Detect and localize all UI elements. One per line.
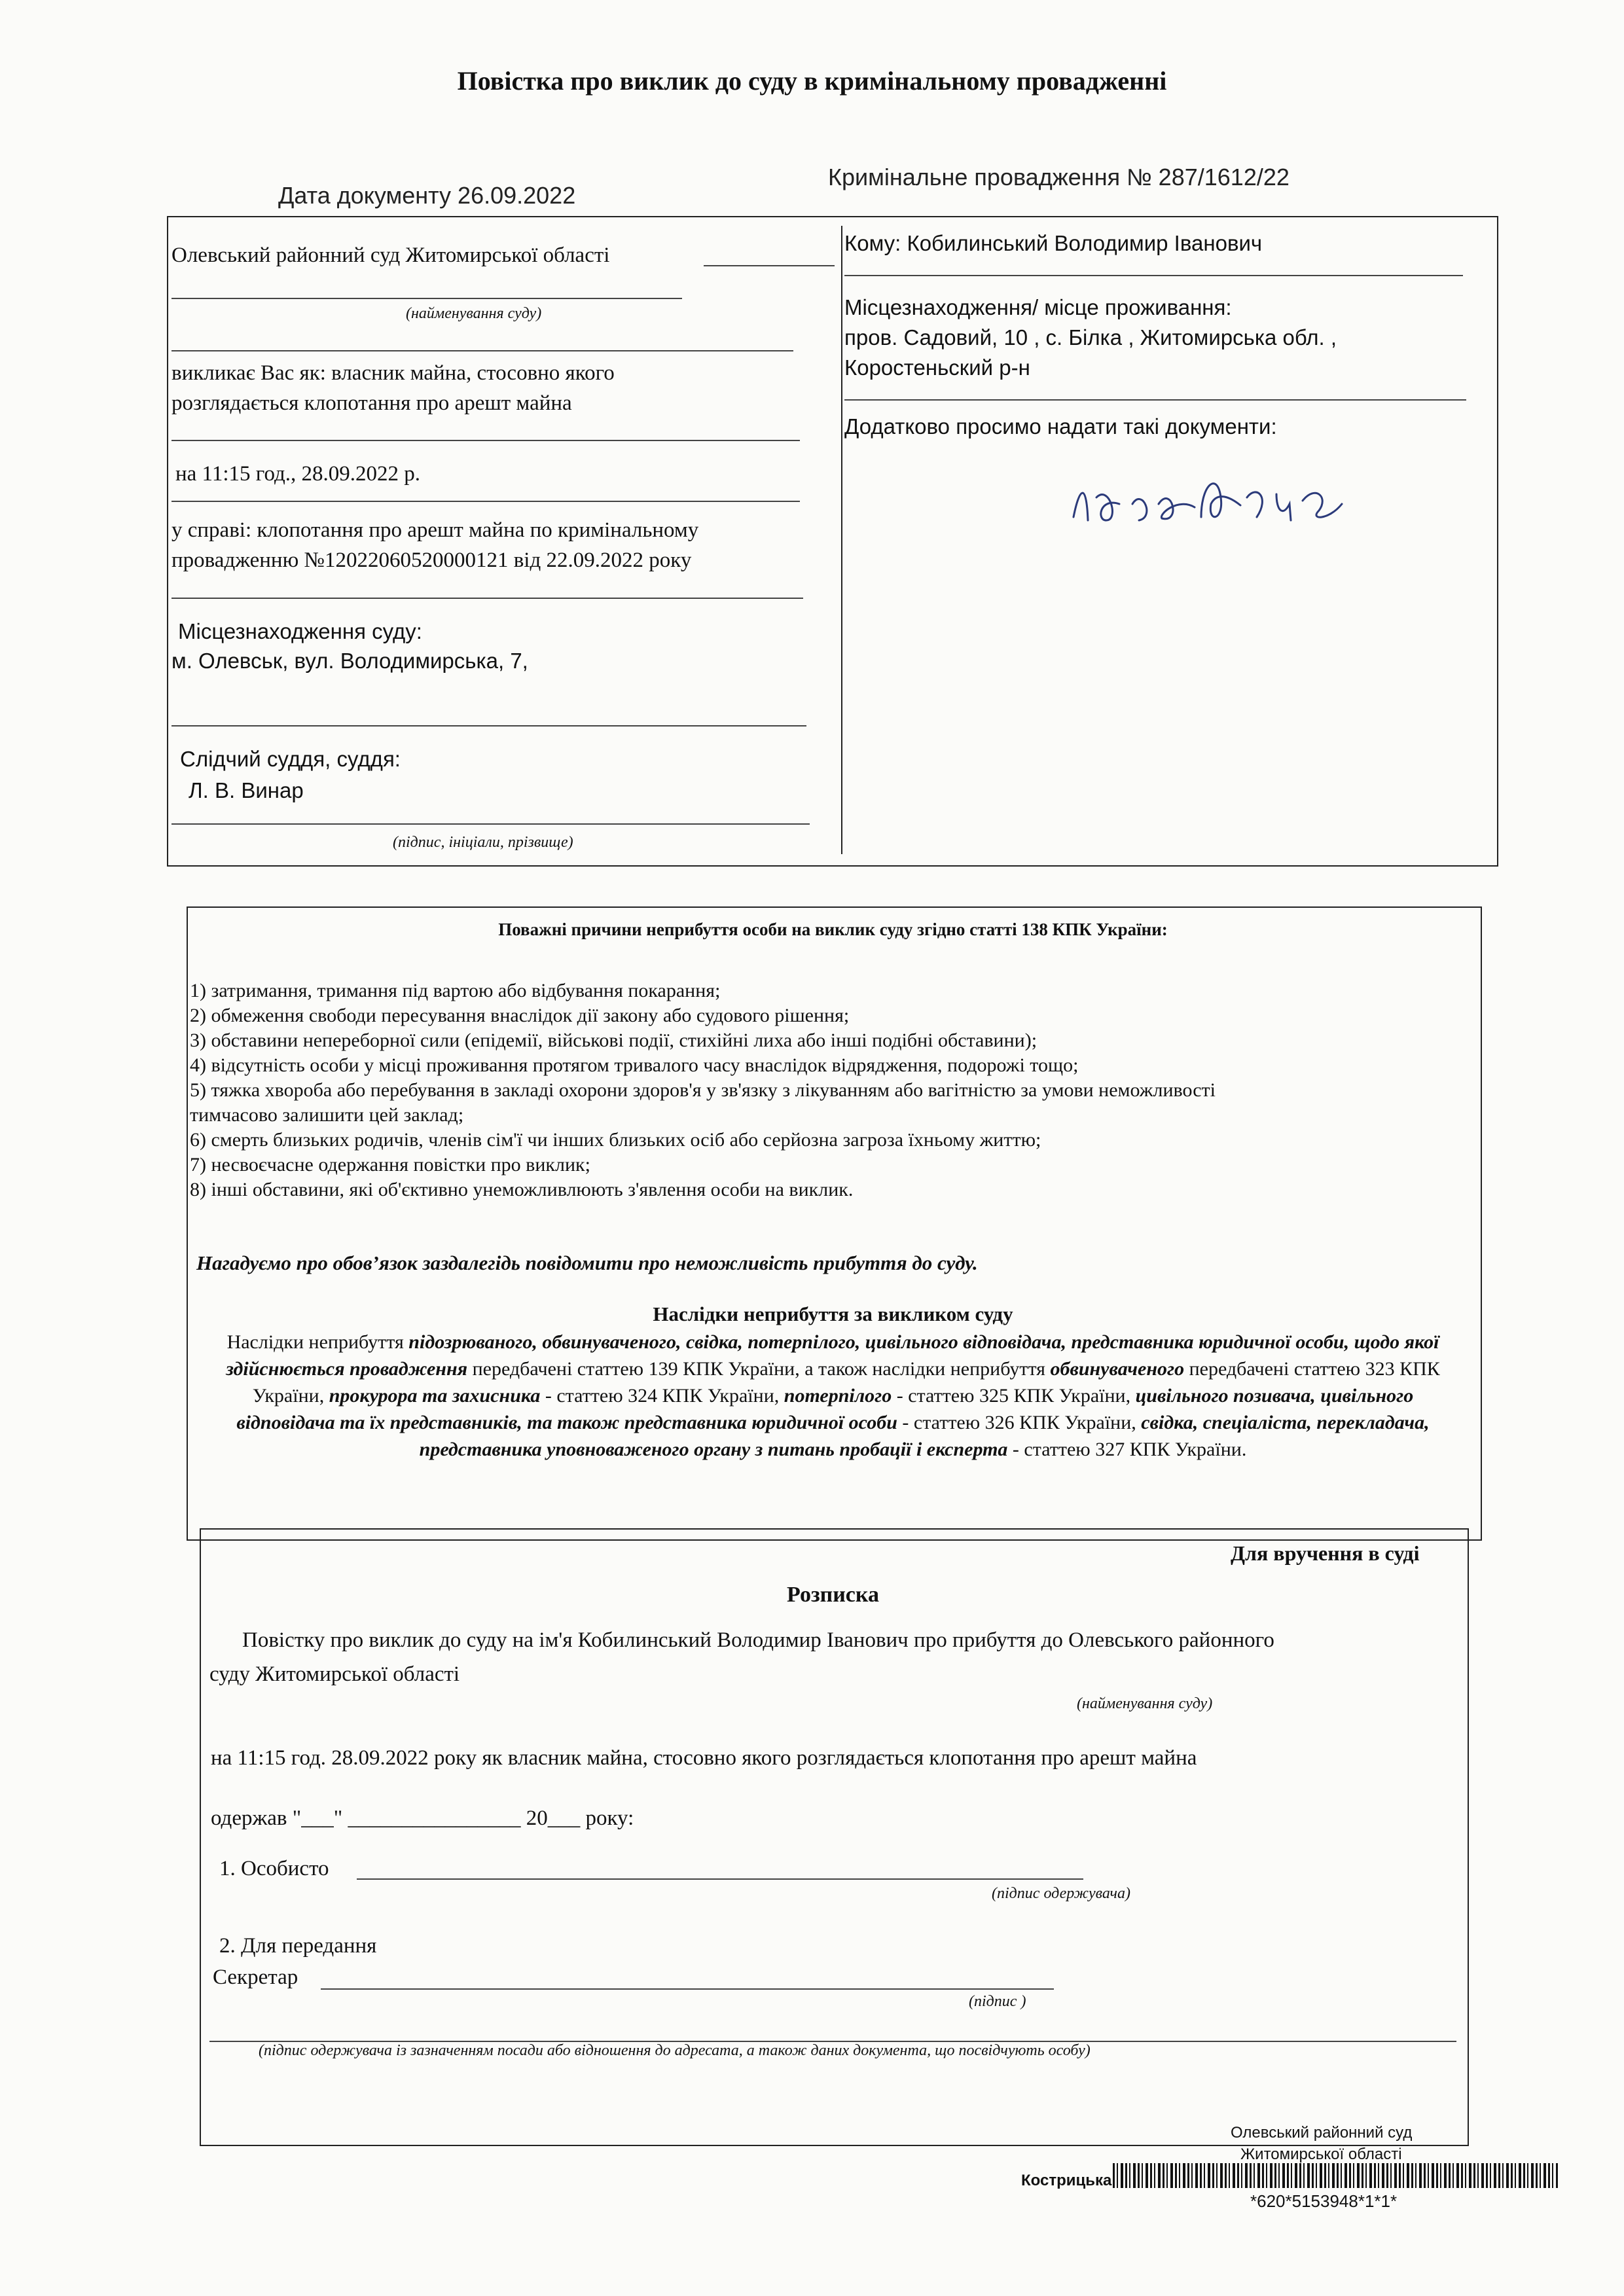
judge-name: Л. В. Винар xyxy=(189,778,304,802)
cons-emphasis: обвинуваченого xyxy=(1050,1358,1185,1380)
cons-emphasis: потерпілого xyxy=(784,1385,892,1407)
judge-label: Слідчий суддя, суддя: xyxy=(180,747,401,771)
barcode xyxy=(1113,2163,1558,2188)
reason-item: 7) несвоєчасне одержання повістки про виклик; xyxy=(190,1154,590,1175)
court-name-line xyxy=(704,265,835,266)
for-court-label: Для вручення в суді xyxy=(1231,1541,1420,1565)
receipt-line2: суду Житомирської області xyxy=(209,1662,460,1686)
case-number: Кримінальне провадження № 287/1612/22 xyxy=(828,164,1290,190)
consequences-text xyxy=(203,1329,1463,1463)
location-label: Місцезнаходження/ місце проживання: xyxy=(844,295,1232,319)
consequences-title: Наслідки неприбуття за викликом суду xyxy=(653,1302,1013,1325)
reason-item: 5) тяжка хвороба або перебування в закладі охорони здоров'я у зв'язку з лікуванням або вагітністю за умови неможливості xyxy=(190,1079,1216,1101)
recipient-signature-caption: (підпис одержувача) xyxy=(992,1885,1130,1902)
hearing-date-time: на 11:15 год., 28.09.2022 р. xyxy=(175,462,421,486)
footer-court-line2: Житомирської області xyxy=(1240,2145,1402,2163)
address-line1: пров. Садовий, 10 , с. Білка , Житомирська обл. , xyxy=(844,325,1337,350)
recipient: Кому: Кобилинський Володимир Іванович xyxy=(844,231,1263,255)
received-date: одержав "___" ________________ 20___ року: xyxy=(211,1806,634,1830)
cons-emphasis: прокурора та захисника xyxy=(329,1385,541,1407)
summons-as-line1: викликає Вас як: власник майна, стосовно якого xyxy=(171,361,615,385)
footer-court-line1: Олевський районний суд xyxy=(1231,2124,1413,2142)
divider-line xyxy=(171,440,800,441)
court-name: Олевський районний суд Житомирської області xyxy=(171,243,610,267)
summons-as-line2: розглядається клопотання про арешт майна xyxy=(171,391,572,415)
court-name-underline xyxy=(171,298,682,299)
cons-emphasis: підозрюваного, обвинуваченого, свідка, потерпілого, цивільного відповідача, представника юридичної особи, щодо якої здійснюється провадження xyxy=(226,1331,1439,1380)
receipt-court-caption: (найменування суду) xyxy=(1077,1695,1213,1712)
cons-text: Наслідки неприбуття xyxy=(226,1331,409,1353)
divider-line xyxy=(171,501,800,502)
bottom-caption: (підпис одержувача із зазначенням посади або відношення до адресата, а також даних документа, що посвідчують особу) xyxy=(259,2042,1091,2059)
personally-label: 1. Особисто xyxy=(219,1857,329,1880)
address-line2: Коростеньский р-н xyxy=(844,355,1030,380)
page-title: Повістка про виклик до суду в кримінальному провадженні xyxy=(457,66,1167,96)
signature-caption: (підпис, ініціали, прізвище) xyxy=(393,834,573,851)
reason-item: 8) інші обставини, які об'єктивно унеможливлюють з'явлення особи на виклик. xyxy=(190,1179,854,1200)
reason-item: 3) обставини непереборної сили (епідемії, військові події, стихійні лиха або інші подібні обставини); xyxy=(190,1030,1038,1051)
reason-item: 2) обмеження свободи пересування внаслідок дії закону або судового рішення; xyxy=(190,1005,850,1026)
transfer-label: 2. Для передання xyxy=(219,1934,377,1958)
divider-line xyxy=(171,725,806,726)
receipt-title: Розписка xyxy=(787,1583,879,1607)
summons-divider xyxy=(841,226,842,854)
divider-line xyxy=(844,399,1466,401)
receipt-line1: Повістку про виклик до суду на ім'я Кобилинський Володимир Іванович про прибуття до Олевського районного xyxy=(242,1628,1274,1652)
reasons-title: Поважні причини неприбуття особи на виклик суду згідно статті 138 КПК України: xyxy=(498,920,1168,939)
reason-item: 6) смерть близьких родичів, членів сім'ї чи інших близьких осіб або серйозна загроза їхньому життю; xyxy=(190,1129,1041,1151)
secretary-label: Секретар xyxy=(213,1965,298,1989)
cons-emphasis: свідка, спеціаліста, перекладача, представника уповноваженого органу з питань пробації і експерта xyxy=(419,1412,1430,1460)
case-line2: провадженню №12022060520000121 від 22.09.2022 року xyxy=(171,548,692,572)
cons-text: передбачені статтею 323 КПК України, xyxy=(252,1358,1440,1407)
divider-line xyxy=(844,275,1463,276)
receipt-line3: на 11:15 год. 28.09.2022 року як власник майна, стосовно якого розглядається клопотання про арешт майна xyxy=(211,1746,1197,1770)
document-date: Дата документу 26.09.2022 xyxy=(278,182,576,209)
reason-item: 4) відсутність особи у місці проживання протягом тривалого часу внаслідок відрядження, подорожі тощо; xyxy=(190,1054,1079,1076)
divider-line xyxy=(171,823,810,825)
reason-item: тимчасово залишити цей заклад; xyxy=(190,1104,464,1126)
cons-text: - статтею 326 КПК України, xyxy=(897,1412,1142,1433)
cons-text: - статтею 324 КПК України, xyxy=(540,1385,784,1407)
personally-signature-line xyxy=(357,1878,1083,1880)
barcode-text: *620*5153948*1*1* xyxy=(1250,2191,1398,2211)
cons-text: - статтею 327 КПК України. xyxy=(1007,1439,1247,1460)
case-line1: у справі: клопотання про арешт майна по кримінальному xyxy=(171,518,699,542)
reasons-list xyxy=(190,978,1216,1202)
divider-line xyxy=(171,350,793,351)
documents-label: Додатково просимо надати такі документи: xyxy=(844,414,1277,439)
handwritten-note xyxy=(1060,458,1375,543)
clerk-name: Кострицька xyxy=(1021,2172,1112,2189)
court-location-label: Місцезнаходження суду: xyxy=(178,619,422,643)
secretary-signature-line xyxy=(321,1988,1054,1990)
cons-text: - статтею 325 КПК України, xyxy=(892,1385,1136,1407)
court-name-caption: (найменування суду) xyxy=(406,305,542,322)
cons-emphasis: цивільного позивача, цивільного відповідача та їх представників, та також представника юридичної особи xyxy=(236,1385,1414,1433)
cons-text: передбачені статтею 139 КПК України, а також наслідки неприбуття xyxy=(467,1358,1051,1380)
reminder-note: Нагадуємо про обов’язок заздалегідь повідомити про неможливість прибуття до суду. xyxy=(196,1251,978,1274)
divider-line xyxy=(171,598,803,599)
reason-item: 1) затримання, тримання під вартою або відбування покарання; xyxy=(190,980,721,1001)
court-location: м. Олевськ, вул. Володимирська, 7, xyxy=(171,649,528,673)
secretary-signature-caption: (підпис ) xyxy=(969,1993,1026,2010)
